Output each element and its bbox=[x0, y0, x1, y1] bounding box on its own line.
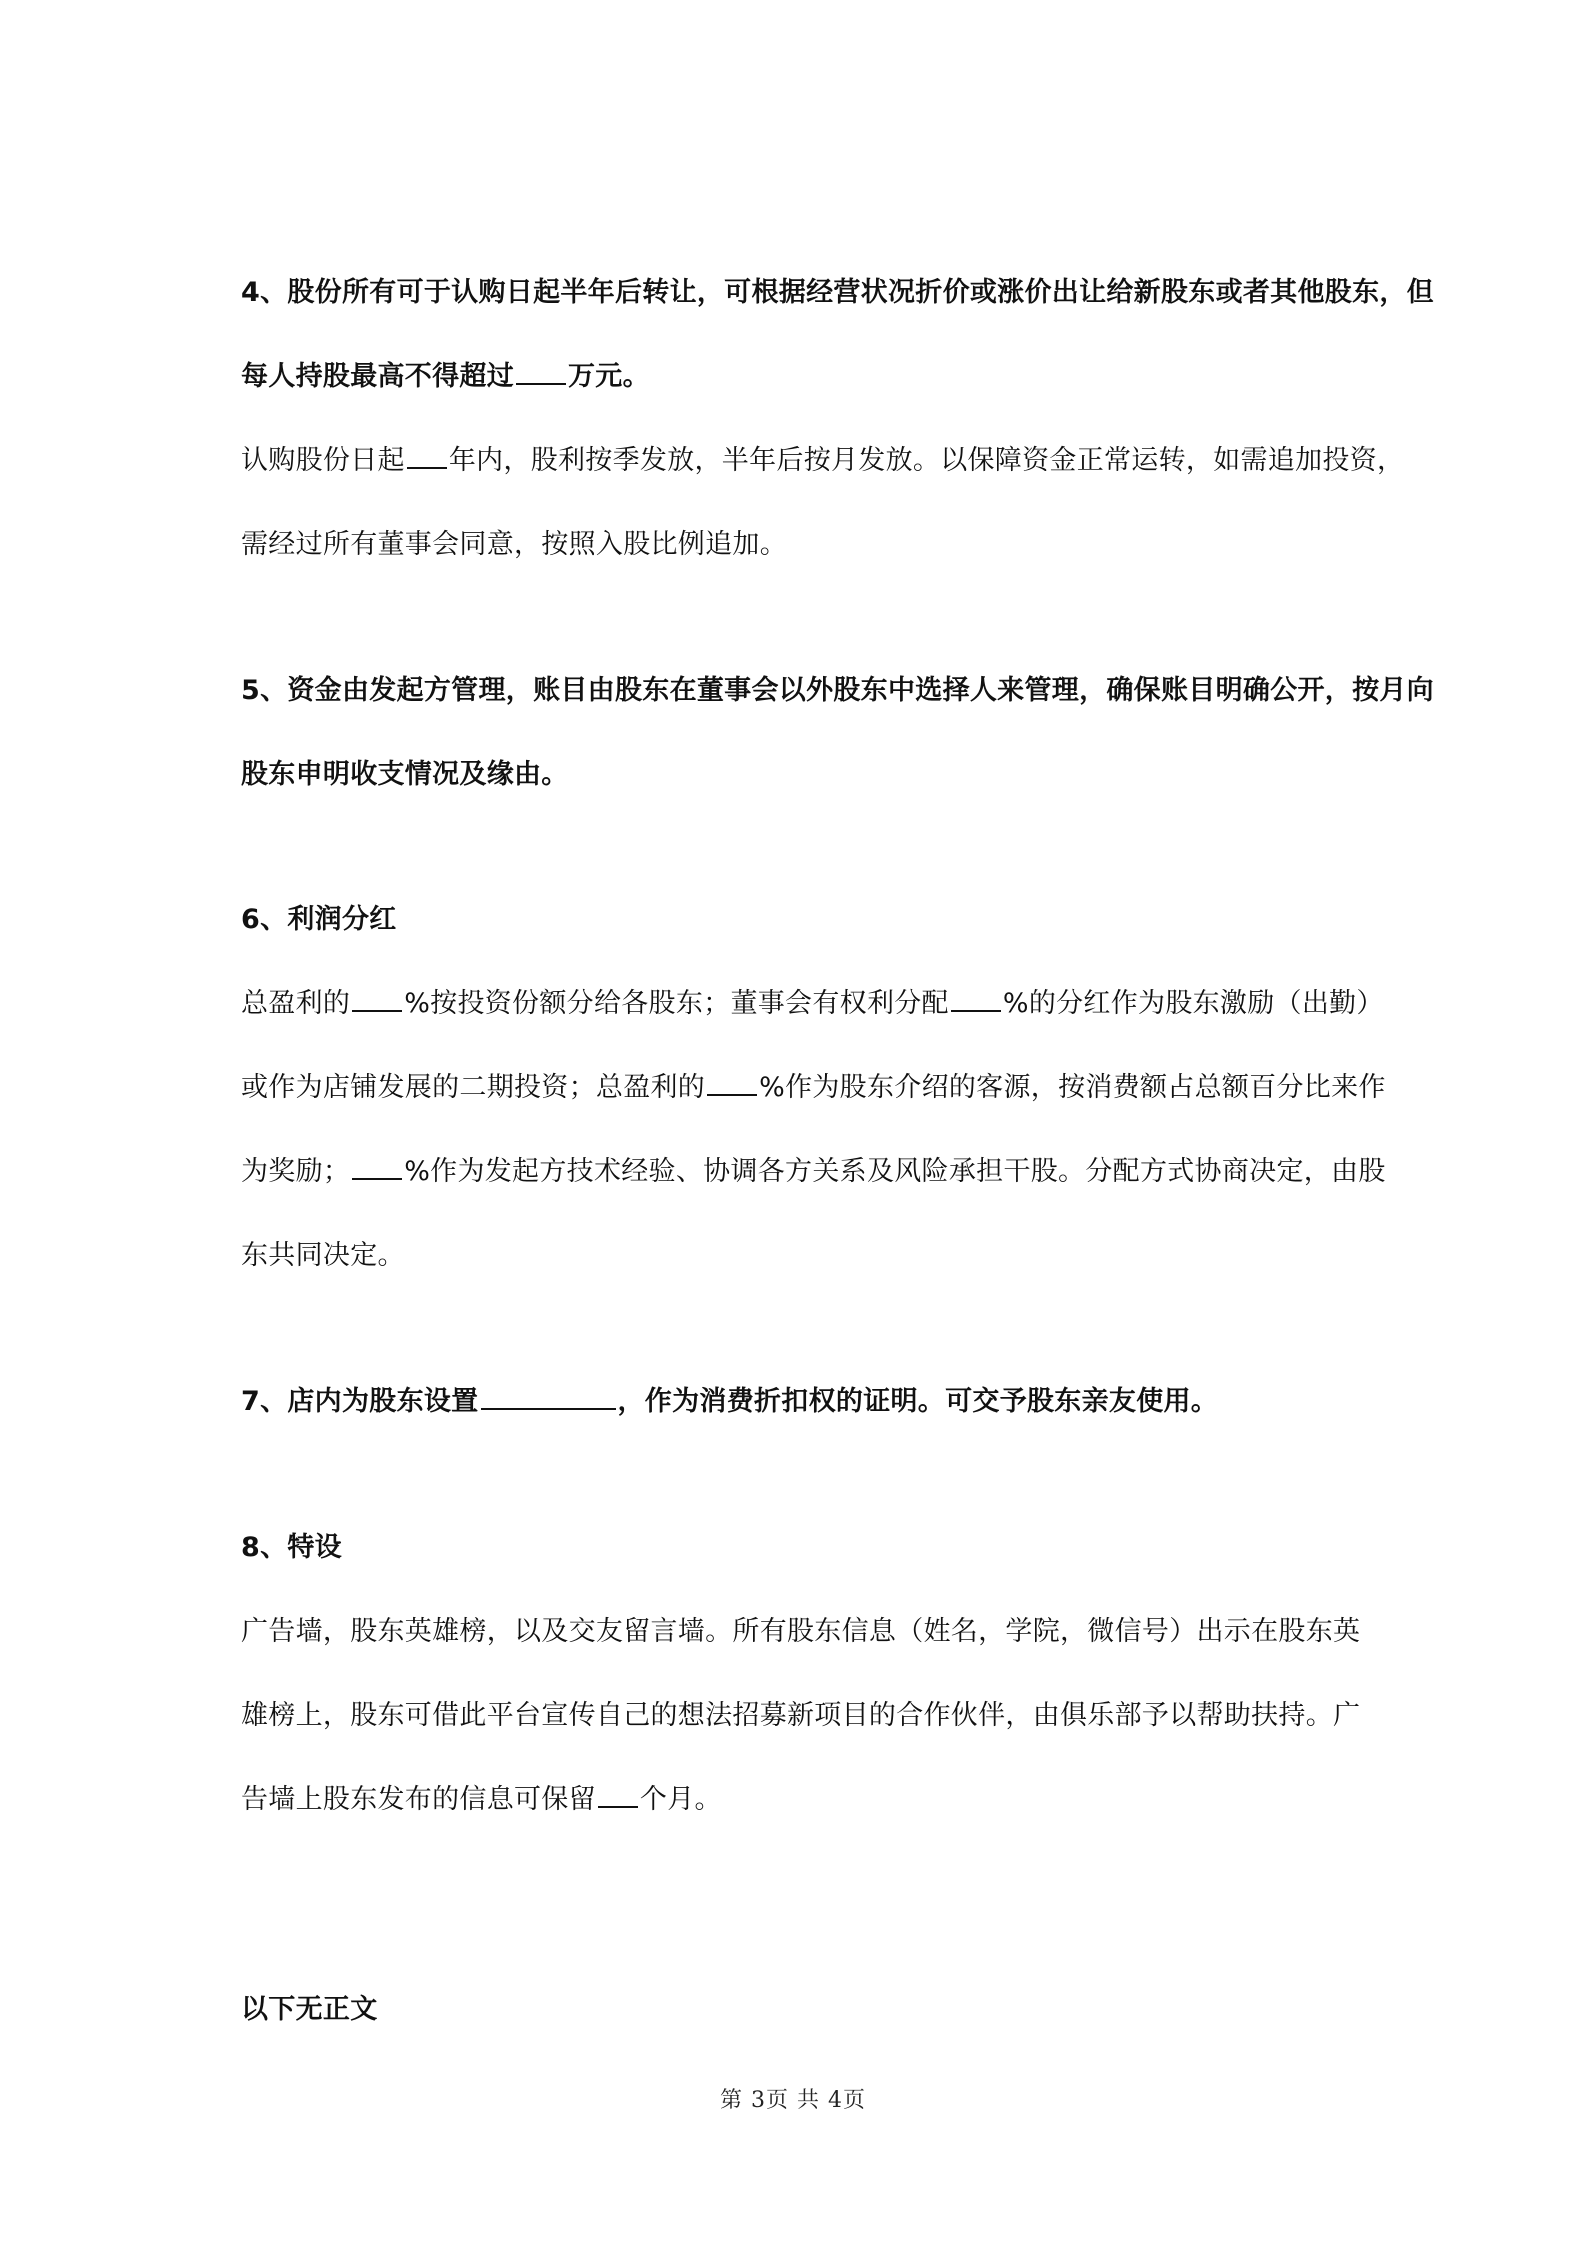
clause-8-heading-text: 8、特设 bbox=[241, 1532, 342, 1563]
clause-6-text-3b: %作为发起方技术经验、协调各方关系及风险承担干股。分配方式协商决定，由股 bbox=[404, 1156, 1386, 1187]
end-note-text: 以下无正文 bbox=[241, 1994, 378, 2025]
clause-4-para-text-1a: 认购股份日起 bbox=[241, 445, 405, 476]
blank-discount-item bbox=[481, 1382, 616, 1410]
clause-5-text-1: 5、资金由发起方管理，账目由股东在董事会以外股东中选择人来管理，确保账目明确公开，按月向 bbox=[241, 675, 1434, 706]
clause-4-line-2 bbox=[241, 357, 1366, 397]
clause-6-text-3a: 为奖励； bbox=[241, 1156, 351, 1187]
clause-7-text-1a: 7、店内为股东设置 bbox=[241, 1386, 479, 1417]
clause-8-text-2: 雄榜上，股东可借此平台宣传自己的想法招募新项目的合作伙伴，由俱乐部予以帮助扶持。广 bbox=[241, 1700, 1361, 1731]
blank-max-holding bbox=[516, 357, 566, 385]
clause-8-line-3 bbox=[241, 1780, 1366, 1820]
clause-4-para-line-2 bbox=[241, 525, 1366, 565]
clause-5-text-2: 股东申明收支情况及缘由。 bbox=[241, 759, 569, 790]
clause-8-text-3a: 告墙上股东发布的信息可保留 bbox=[241, 1784, 596, 1815]
clause-8-text-3b: 个月。 bbox=[639, 1784, 722, 1815]
page-number: 第 3页 共 4页 bbox=[720, 2088, 866, 2113]
clause-4-para-line-1 bbox=[241, 441, 1405, 481]
clause-4-para-text-1b: 年内，股利按季发放，半年后按月发放。以保障资金正常运转，如需追加投资， bbox=[448, 445, 1405, 476]
clause-6-line-3 bbox=[241, 1152, 1386, 1192]
clause-4-line-1 bbox=[241, 273, 1434, 313]
clause-7-text-1b: ，作为消费折扣权的证明。可交予股东亲友使用。 bbox=[617, 1386, 1219, 1417]
clause-6-text-2b: %作为股东介绍的客源，按消费额占总额百分比来作 bbox=[759, 1072, 1386, 1103]
blank-years bbox=[407, 441, 447, 469]
clause-4-para-text-2: 需经过所有董事会同意，按照入股比例追加。 bbox=[241, 529, 787, 560]
clause-6-text-1a: 总盈利的 bbox=[241, 988, 351, 1019]
blank-profit-share-2 bbox=[951, 984, 1001, 1012]
clause-6-line-2 bbox=[241, 1068, 1386, 1108]
clause-5-line-2 bbox=[241, 755, 1366, 795]
end-note bbox=[241, 1990, 1366, 2030]
clause-6-heading-text: 6、利润分红 bbox=[241, 904, 397, 935]
clause-4-text-2a: 每人持股最高不得超过 bbox=[241, 361, 514, 392]
clause-7-line-1 bbox=[241, 1382, 1366, 1422]
clause-5-line-1 bbox=[241, 671, 1434, 711]
blank-profit-share-4 bbox=[352, 1152, 402, 1180]
page-footer bbox=[0, 2083, 1586, 2114]
clause-6-heading bbox=[241, 900, 1366, 940]
clause-6-line-1 bbox=[241, 984, 1384, 1024]
clause-6-line-4 bbox=[241, 1236, 1366, 1276]
clause-8-line-2 bbox=[241, 1696, 1366, 1736]
clause-4-text-2b: 万元。 bbox=[568, 361, 650, 392]
clause-8-line-1 bbox=[241, 1612, 1366, 1652]
clause-6-text-4: 东共同决定。 bbox=[241, 1240, 405, 1271]
clause-6-text-1b: %按投资份额分给各股东；董事会有权利分配 bbox=[404, 988, 949, 1019]
blank-months bbox=[598, 1780, 638, 1808]
clause-6-text-1c: %的分红作为股东激励（出勤） bbox=[1002, 988, 1384, 1019]
clause-8-text-1: 广告墙，股东英雄榜，以及交友留言墙。所有股东信息（姓名，学院，微信号）出示在股东英 bbox=[241, 1616, 1361, 1647]
clause-4-text-1: 4、股份所有可于认购日起半年后转让，可根据经营状况折价或涨价出让给新股东或者其他股东，但 bbox=[241, 277, 1434, 308]
clause-8-heading bbox=[241, 1528, 1366, 1568]
blank-profit-share-1 bbox=[352, 984, 402, 1012]
clause-6-text-2a: 或作为店铺发展的二期投资；总盈利的 bbox=[241, 1072, 706, 1103]
blank-profit-share-3 bbox=[707, 1068, 757, 1096]
